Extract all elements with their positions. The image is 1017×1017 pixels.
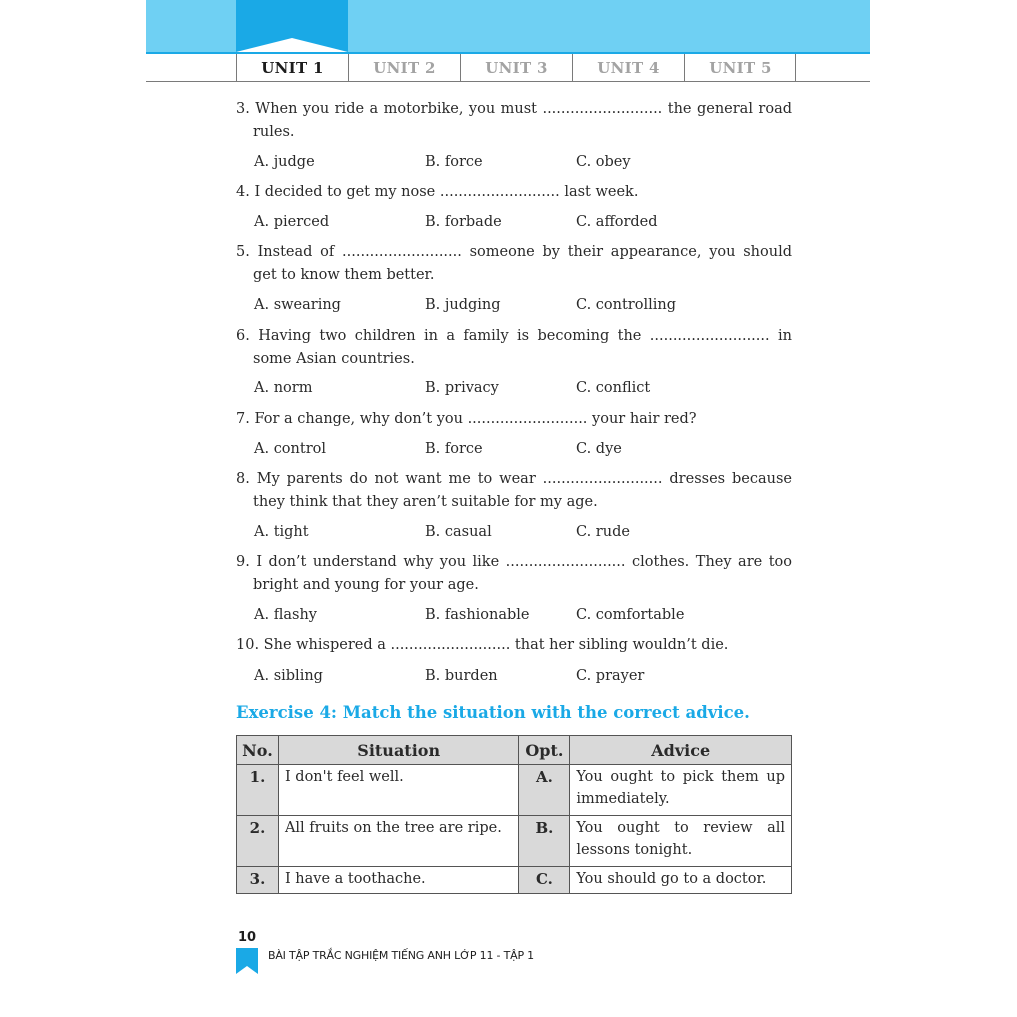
header-advice: Advice bbox=[570, 736, 792, 765]
option-c: C. controlling bbox=[576, 297, 677, 313]
question-10 bbox=[236, 634, 792, 657]
situation-cell: I have a toothache. bbox=[278, 867, 518, 894]
question-4 bbox=[236, 181, 792, 204]
option-letter: A. bbox=[519, 765, 570, 816]
option-c: C. conflict bbox=[576, 380, 651, 396]
option-a: A. tight bbox=[254, 524, 309, 540]
situation-cell: I don't feel well. bbox=[278, 765, 518, 816]
option-b: B. judging bbox=[425, 297, 501, 313]
matching-table bbox=[236, 735, 792, 894]
option-letter: B. bbox=[519, 816, 570, 867]
question-7 bbox=[236, 408, 792, 431]
option-c: C. rude bbox=[576, 524, 630, 540]
situation-cell: All fruits on the tree are ripe. bbox=[278, 816, 518, 867]
option-a: A. flashy bbox=[254, 607, 317, 623]
question-8 bbox=[236, 468, 792, 513]
table-row bbox=[237, 765, 792, 816]
row-number: 2. bbox=[237, 816, 279, 867]
tab-pointer-icon bbox=[236, 38, 348, 52]
option-letter: C. bbox=[519, 867, 570, 894]
option-b: B. casual bbox=[425, 524, 492, 540]
option-c: C. obey bbox=[576, 154, 631, 170]
question-5 bbox=[236, 241, 792, 286]
option-a: A. control bbox=[254, 441, 327, 457]
option-b: B. forbade bbox=[425, 214, 502, 230]
table-header-row bbox=[237, 736, 792, 765]
option-b: B. force bbox=[425, 154, 483, 170]
table-row bbox=[237, 867, 792, 894]
header-situation: Situation bbox=[278, 736, 518, 765]
option-a: A. judge bbox=[254, 154, 315, 170]
advice-cell: You ought to pick them up immediately. bbox=[570, 765, 792, 816]
question-stem: 3. When you ride a motorbike, you must .......................... the general road rules. bbox=[236, 101, 792, 140]
tab-unit-5[interactable]: UNIT 5 bbox=[684, 54, 796, 81]
option-b: B. privacy bbox=[425, 380, 499, 396]
question-stem: 4. I decided to get my nose .......................... last week. bbox=[236, 184, 639, 200]
question-stem: 8. My parents do not want me to wear .......................... dresses because they think that they aren’t suitable for my age. bbox=[236, 471, 792, 510]
page-number: 10 bbox=[238, 930, 257, 945]
option-a: A. swearing bbox=[254, 297, 341, 313]
option-c: C. prayer bbox=[576, 668, 645, 684]
question-stem: 10. She whispered a .......................... that her sibling wouldn’t die. bbox=[236, 637, 729, 653]
bookmark-icon bbox=[236, 948, 258, 974]
tab-unit-3[interactable]: UNIT 3 bbox=[460, 54, 572, 81]
question-stem: 6. Having two children in a family is becoming the .......................... in some Asian countries. bbox=[236, 328, 792, 367]
option-a: A. norm bbox=[254, 380, 313, 396]
option-c: C. afforded bbox=[576, 214, 658, 230]
option-c: C. comfortable bbox=[576, 607, 685, 623]
tab-divider bbox=[795, 54, 796, 81]
question-9 bbox=[236, 551, 792, 596]
option-b: B. burden bbox=[425, 668, 498, 684]
table-row bbox=[237, 816, 792, 867]
tab-unit-2[interactable]: UNIT 2 bbox=[348, 54, 460, 81]
row-number: 3. bbox=[237, 867, 279, 894]
advice-cell: You ought to review all lessons tonight. bbox=[570, 816, 792, 867]
tab-unit-4[interactable]: UNIT 4 bbox=[572, 54, 684, 81]
row-number: 1. bbox=[237, 765, 279, 816]
tab-unit-1[interactable]: UNIT 1 bbox=[236, 54, 348, 81]
question-stem: 5. Instead of .......................... someone by their appearance, you should get to know them better. bbox=[236, 244, 792, 283]
question-6 bbox=[236, 325, 792, 370]
book-title: BÀI TẬP TRẮC NGHIỆM TIẾNG ANH LỚP 11 - TẬP 1 bbox=[268, 949, 534, 962]
question-stem: 9. I don’t understand why you like .......................... clothes. They are too bright and young for your age. bbox=[236, 554, 792, 593]
exercise-4-title: Exercise 4: Match the situation with the correct advice. bbox=[236, 703, 750, 722]
option-b: B. force bbox=[425, 441, 483, 457]
option-a: A. sibling bbox=[254, 668, 323, 684]
option-b: B. fashionable bbox=[425, 607, 530, 623]
header-opt: Opt. bbox=[519, 736, 570, 765]
question-stem: 7. For a change, why don’t you .......................... your hair red? bbox=[236, 411, 697, 427]
option-c: C. dye bbox=[576, 441, 622, 457]
question-3 bbox=[236, 98, 792, 143]
advice-cell: You should go to a doctor. bbox=[570, 867, 792, 894]
option-a: A. pierced bbox=[254, 214, 330, 230]
header-no: No. bbox=[237, 736, 279, 765]
unit-tabs bbox=[146, 54, 870, 82]
